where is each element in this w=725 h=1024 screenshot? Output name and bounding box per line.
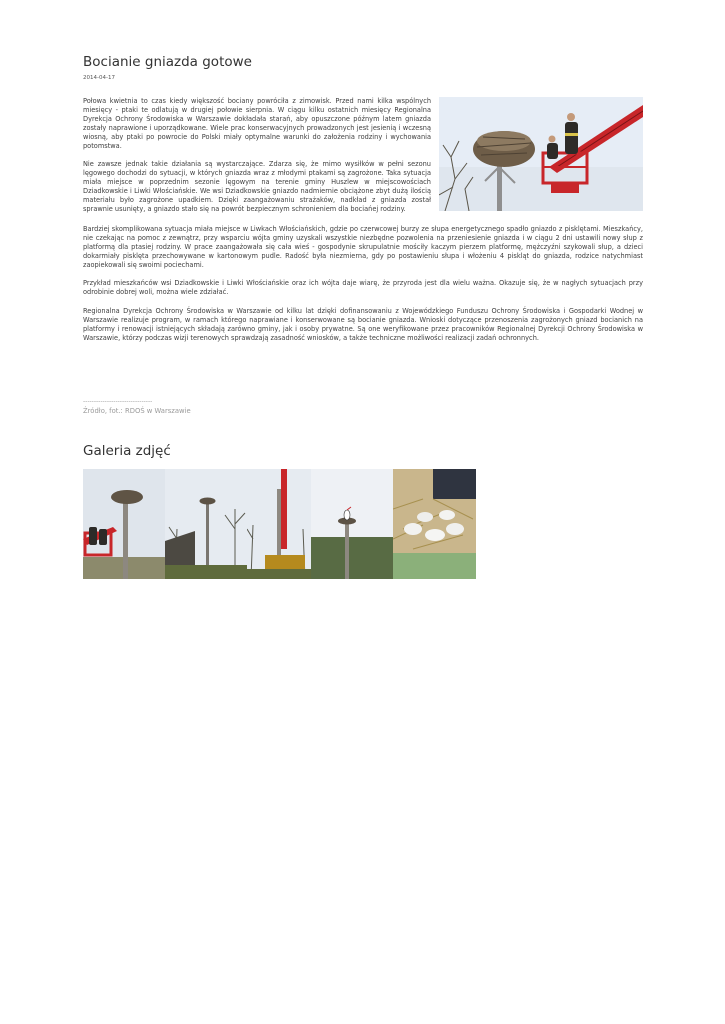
article-title: Bocianie gniazda gotowe [83, 54, 252, 70]
gallery-thumb-chicks-box[interactable] [393, 469, 476, 579]
gallery-thumb-platform-barn[interactable] [165, 469, 247, 579]
gallery-title: Galeria zdjęć [83, 443, 171, 459]
article-date: 2014-04-17 [83, 75, 115, 81]
gallery-thumb-nest-lift[interactable] [83, 469, 165, 579]
gallery-thumb-stork-platform[interactable] [311, 469, 393, 579]
photo-gallery [83, 469, 476, 579]
source-separator: -------------------------------- [83, 398, 153, 405]
paragraph-4: Przykład mieszkańców wsi Dziadkowskie i Liwki Włościańskie oraz ich wójta daje wiarę, że przyroda jest dla wielu ważna. Okazuje się, że w nagłych sytuacjach przy odrobinie dobrej woli, można wiele zdziałać. [83, 279, 643, 297]
hero-photo-firefighters-nest [439, 97, 643, 211]
gallery-thumb-crane-install[interactable] [247, 469, 311, 579]
photo-source: Źródło, fot.: RDOŚ w Warszawie [83, 407, 191, 415]
paragraph-5: Regionalna Dyrekcja Ochrony Środowiska w Warszawie od kilku lat dzięki dofinansowaniu z Wojewódzkiego Funduszu Ochrony Środowiska i Gospodarki Wodnej w Warszawie realizuje program, w ramach którego naprawiane i konserwowane są bocianie gniazda. Wnioski dotyczące przenoszenia zagrożonych gniazd bocianich na platformy i renowacji istniejących składają zarówno gminy, jak i osoby prywatne. Są one weryfikowane przez pracowników Regionalnej Dyrekcji Ochrony Środowiska w Warszawie, którzy podczas wizji terenowych sprawdzają zasadność wniosków, a także techniczne możliwości realizacji zadań ochronnych. [83, 307, 643, 343]
paragraph-3: Bardziej skomplikowana sytuacja miała miejsce w Liwkach Włościańskich, gdzie po czerwcowej burzy ze słupa energetycznego spadło gniazdo z pisklętami. Mieszkańcy, nie czekając na pomoc z zewnątrz, przy wsparciu wójta gminy uzyskali wszystkie niezbędne pozwolenia na przeniesienie gniazda i w ciągu 2 dni ustawili nowy słup z platformą dla ptasiej rodziny. W prace zaangażowała się cała wieś - gospodynie skrupulatnie mościły kaczym pierzem platformę, mężczyźni szykowali słup, a dzieci dokarmiały pisklęta przechowywane w kartonowym pudle. Radość była niezmierna, gdy po postawieniu słupa i włożeniu 4 piskląt do gniazda, rodzice natychmiast zaopiekowali się swoimi pociechami. [83, 225, 643, 270]
paragraph-2: Nie zawsze jednak takie działania są wystarczające. Zdarza się, że mimo wysiłków w pełni sezonu lęgowego dochodzi do sytuacji, w których gniazda wraz z młodymi ptakami są zagrożone. Taka sytuacja miała miejsce w poprzednim sezonie lęgowym na terenie gminy Huszlew w miejscowościach Dziadkowskie i Liwki Włościańskie. We wsi Dziadkowskie gniazdo nadmiernie obciążone zbyt dużą ilością materiału było zagrożone upadkiem. Dzięki zaangażowaniu strażaków, nadkład z gniazda został sprawnie usunięty, a gniazdo stało się na powrót bezpiecznym schronieniem dla bociańej rodziny. [83, 160, 431, 214]
paragraph-1: Połowa kwietnia to czas kiedy większość bociany powróciła z zimowisk. Przed nami kilka wspólnych miesięcy - ptaki te odlatują w drugiej połowie sierpnia. W ciągu kilku ostatnich miesięcy Regionalna Dyrekcja Ochrony Środowiska w Warszawie dokładała starań, aby opuszczone późnym latem gniazda zostały naprawione i uporządkowane. Wiele prac konserwacyjnych prowadzonych jest jesienią i wczesną wiosną, aby ptaki po powrocie do Polski miały optymalne warunki do założenia rodziny i wychowania potomstwa. [83, 97, 431, 151]
